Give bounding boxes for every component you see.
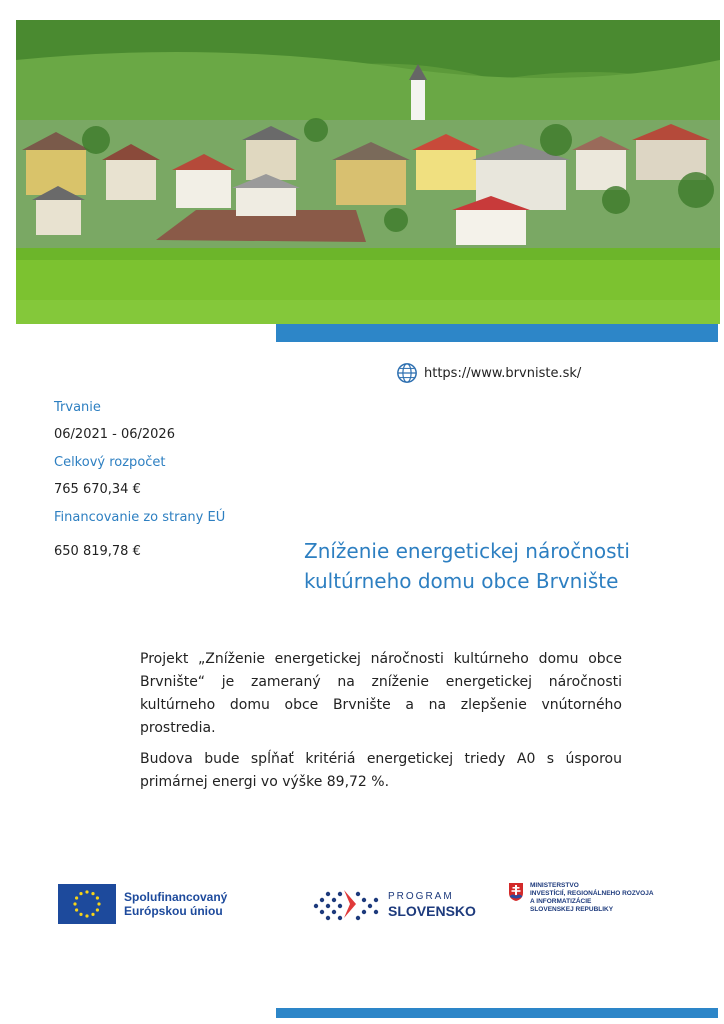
accent-bar-top (276, 324, 718, 342)
village-photo (16, 20, 720, 324)
program-slovensko-mark-icon (310, 884, 382, 924)
slovak-crest-icon (508, 882, 524, 902)
globe-icon (396, 362, 418, 384)
budget-value: 765 670,34 € (54, 482, 141, 497)
eu-funding-label: Financovanie zo strany EÚ (54, 510, 226, 525)
logos-row (0, 876, 724, 936)
eu-logo (58, 884, 274, 924)
eu-text (124, 890, 274, 918)
ministry-text (530, 882, 700, 914)
eu-text-line2: Európskou úniou (124, 904, 223, 918)
program-slovensko-text (388, 890, 476, 918)
eu-flag-icon (58, 884, 116, 924)
duration-value: 06/2021 - 06/2026 (54, 427, 175, 442)
ministry-text-line2: INVESTÍCIÍ, REGIONÁLNEHO ROZVOJA (530, 890, 654, 897)
ministry-text-line1: MINISTERSTVO (530, 882, 579, 889)
program-text-line2: SLOVENSKO (388, 903, 476, 919)
project-title: Zníženie energetickej náročnosti kultúrneho domu obce Brvnište (304, 539, 630, 593)
ministry-text-line4: SLOVENSKEJ REPUBLIKY (530, 906, 614, 913)
accent-bar-bottom (276, 1008, 718, 1018)
eu-text-line1: Spolufinancovaný (124, 890, 228, 904)
budget-label: Celkový rozpočet (54, 455, 166, 470)
ministry-text-line3: A INFORMATIZÁCIE (530, 898, 592, 905)
website-url[interactable]: https://www.brvniste.sk/ (424, 365, 582, 381)
ministry-logo (508, 882, 700, 914)
eu-funding-value: 650 819,78 € (54, 544, 141, 559)
project-meta (54, 400, 284, 572)
project-description (140, 648, 622, 802)
description-paragraph-2: Budova bude spĺňať kritériá energetickej triedy A0 s úsporou primárnej energi vo výške 89,72 %. (140, 751, 622, 790)
description-paragraph-1: Projekt „Zníženie energetickej náročnosti kultúrneho domu obce Brvnište“ je zameraný na zníženie energetickej náročnosti kultúrneho domu obce Brvnište a na zlepšenie vnútorného prostredia. (140, 651, 622, 736)
website-link[interactable] (396, 362, 581, 384)
program-slovensko-logo (310, 884, 476, 924)
program-text-line1: PROGRAM (388, 891, 454, 902)
duration-label: Trvanie (54, 400, 101, 415)
